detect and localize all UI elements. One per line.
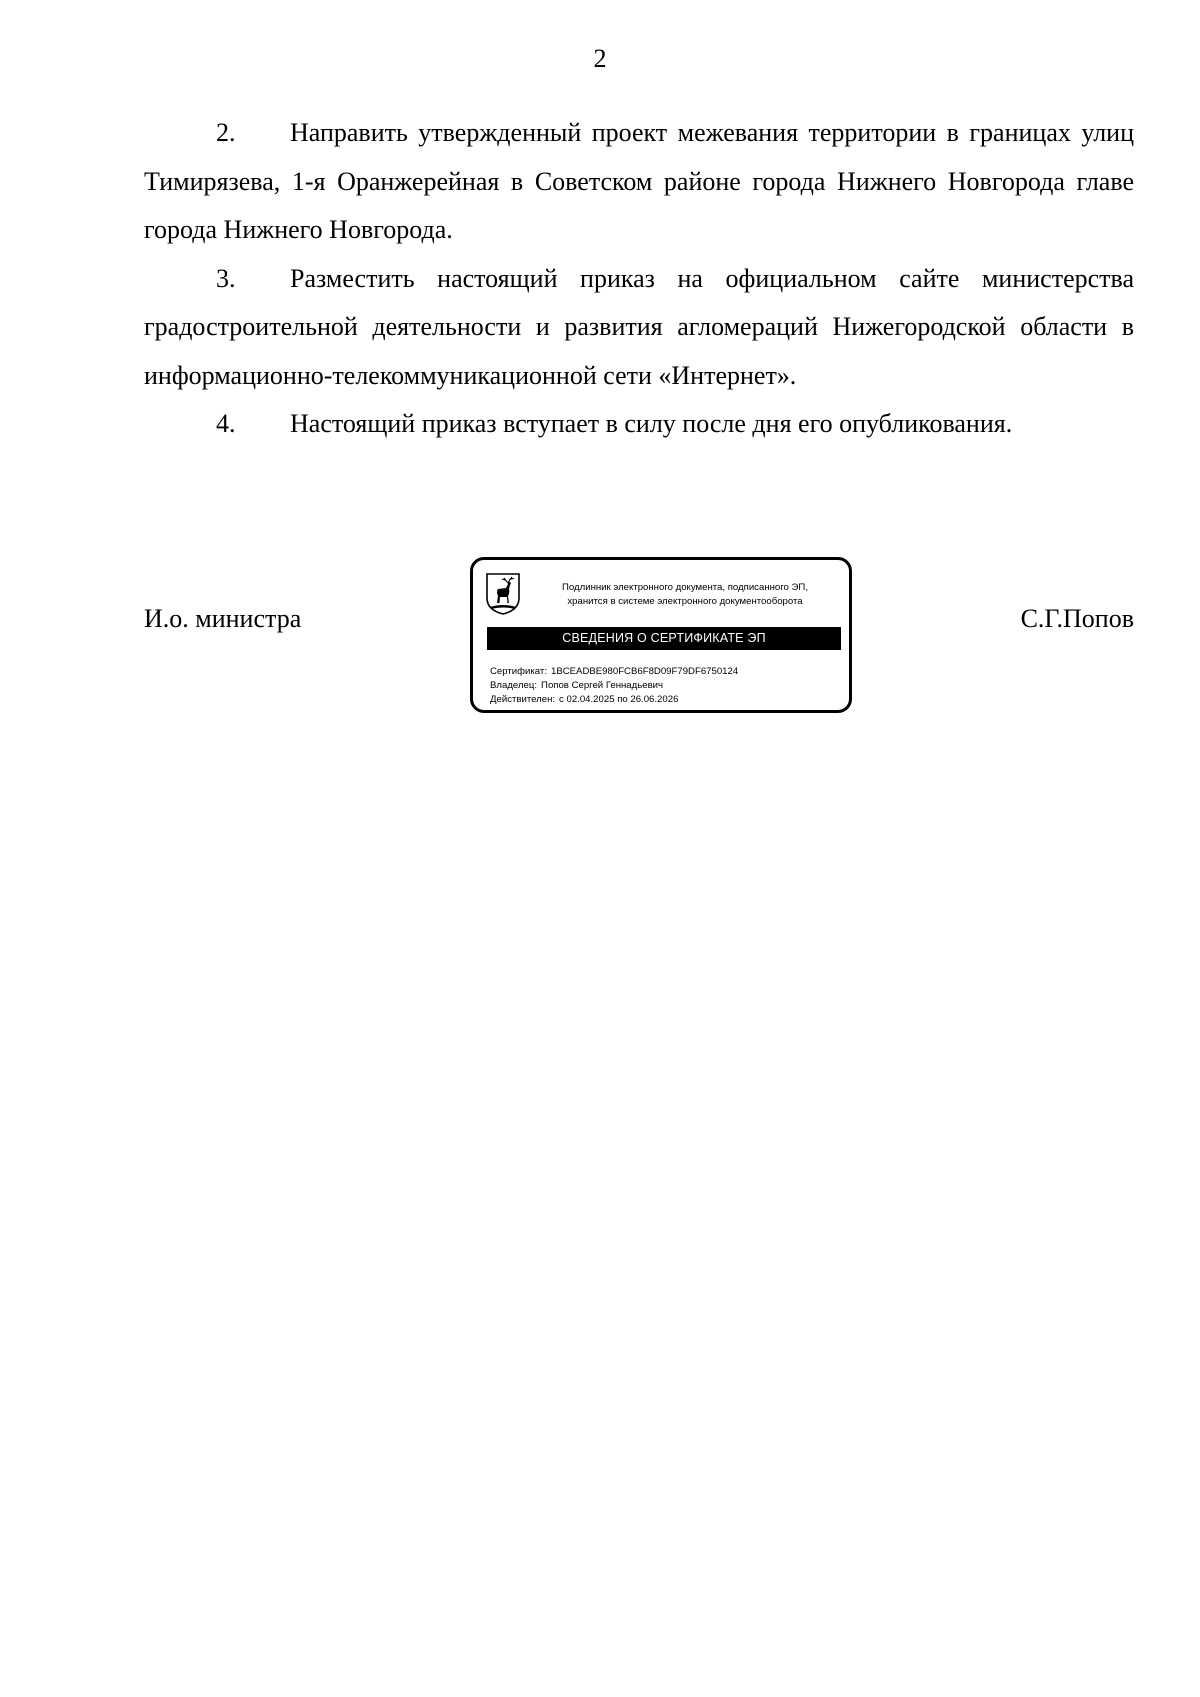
paragraph-4 — [144, 400, 1134, 449]
certificate-details — [490, 665, 738, 707]
signatory-position: И.о. министра — [144, 604, 302, 633]
stamp-header — [533, 581, 837, 609]
paragraph-3 — [144, 255, 1134, 401]
paragraph-number: 4. — [216, 409, 236, 438]
certificate-label: Сертификат: — [490, 666, 547, 677]
paragraph-2 — [144, 109, 1134, 255]
paragraph-text: Направить утвержденный проект межевания территории в границах улиц Тимирязева, 1-я Оранжерейная в Советском районе города Нижнего Новгорода главе города Нижнего Новгорода. — [144, 118, 1134, 244]
paragraph-text: Разместить настоящий приказ на официальном сайте министерства градостроительной деятельности и развития агломераций Нижегородской области в информационно-телекоммуникационной сети «Интернет». — [144, 263, 1134, 390]
page-number: 2 — [593, 44, 607, 73]
validity-row — [490, 693, 738, 707]
nizhny-novgorod-deer-coat-of-arms-icon — [485, 572, 521, 616]
validity-label: Действителен: — [490, 694, 556, 705]
certificate-row — [490, 665, 738, 679]
stamp-header-line: хранится в системе электронного документооборота — [567, 596, 803, 607]
certificate-value: 1BCEADBE980FCB6F8D09F79DF6750124 — [551, 666, 739, 677]
signatory-name: С.Г.Попов — [1020, 604, 1134, 633]
paragraph-number: 3. — [216, 263, 236, 293]
paragraph-number: 2. — [216, 118, 236, 147]
stamp-title-bar: СВЕДЕНИЯ О СЕРТИФИКАТЕ ЭП — [487, 627, 841, 650]
validity-value: с 02.04.2025 по 26.06.2026 — [559, 694, 679, 705]
document-body — [144, 109, 1134, 449]
stamp-header-line: Подлинник электронного документа, подписанного ЭП, — [562, 582, 808, 593]
owner-row — [490, 679, 738, 693]
owner-label: Владелец: — [490, 680, 538, 691]
paragraph-text: Настоящий приказ вступает в силу после дня его опубликования. — [290, 409, 1013, 438]
electronic-signature-stamp — [470, 557, 852, 713]
owner-value: Попов Сергей Геннадьевич — [541, 680, 664, 691]
